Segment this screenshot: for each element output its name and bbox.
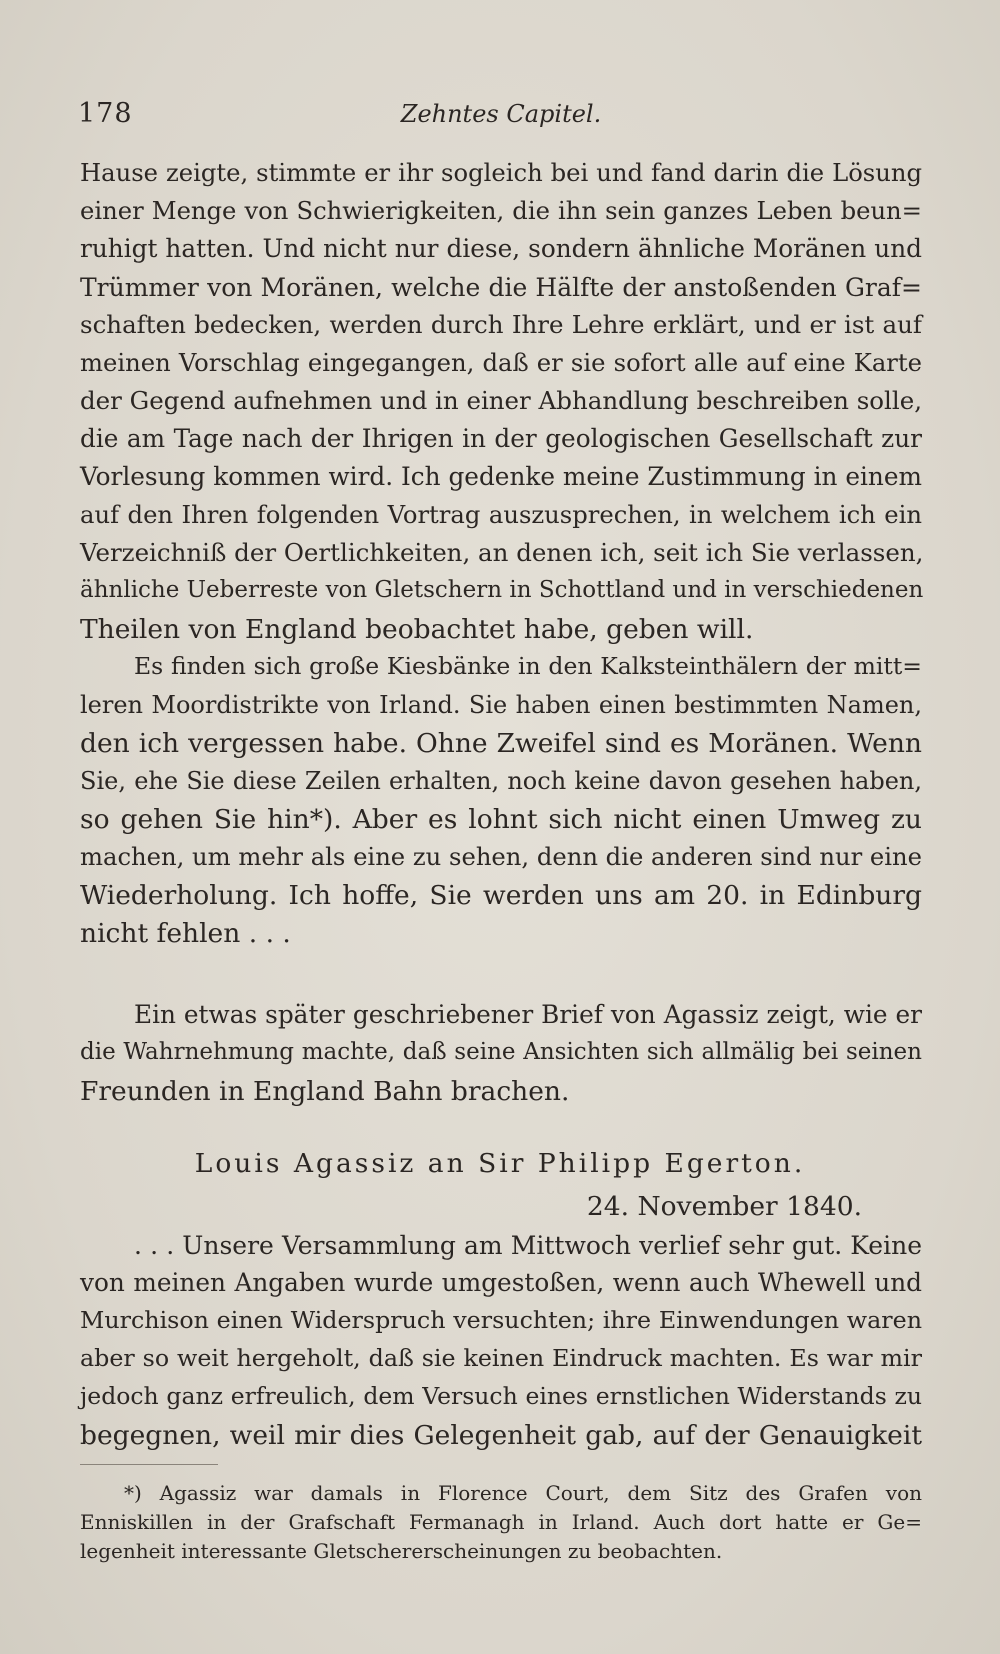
running-head: Zehntes Capitel. <box>400 100 602 128</box>
footnote-line: Enniskillen in der Grafschaft Fermanagh in Irland. Auch dort hatte er Ge= <box>80 1510 922 1534</box>
text-line: aber so weit hergeholt, daß sie keinen Eindruck machten. Es war mir <box>80 1344 922 1372</box>
text-line: Ein etwas später geschriebener Brief von Agassiz zeigt, wie er <box>134 1000 922 1029</box>
letter-heading: Louis Agassiz an Sir Philipp Egerton. <box>194 1148 806 1179</box>
text-line: der Gegend aufnehmen und in einer Abhandlung beschreiben solle, <box>80 386 922 415</box>
text-line: meinen Vorschlag eingegangen, daß er sie sofort alle auf eine Karte <box>80 348 922 377</box>
text-line: von meinen Angaben wurde umgestoßen, wenn auch Whewell und <box>80 1268 922 1297</box>
text-line: auf den Ihren folgenden Vortrag auszusprechen, in welchem ich ein <box>80 500 922 529</box>
letter-date: 24. November 1840. <box>586 1191 862 1222</box>
text-line: Vorlesung kommen wird. Ich gedenke meine Zustimmung in einem <box>80 462 922 491</box>
text-line: Verzeichniß der Oertlichkeiten, an denen ich, seit ich Sie verlassen, <box>80 538 924 567</box>
text-line: Trümmer von Moränen, welche die Hälfte der anstoßenden Graf= <box>80 273 922 302</box>
page-number: 178 <box>78 98 133 129</box>
text-line: . . . Unsere Versammlung am Mittwoch verlief sehr gut. Keine <box>134 1231 922 1260</box>
footnote-rule <box>80 1464 218 1465</box>
text-line: ruhigt hatten. Und nicht nur diese, sondern ähnliche Moränen und <box>80 234 922 263</box>
text-line: ähnliche Ueberreste von Gletschern in Schottland und in verschiedenen <box>80 577 924 603</box>
text-line: Wiederholung. Ich hoffe, Sie werden uns am 20. in Edinburg <box>80 880 922 911</box>
text-line: machen, um mehr als eine zu sehen, denn die anderen sind nur eine <box>80 842 922 871</box>
footnote-line: *) Agassiz war damals in Florence Court, dem Sitz des Grafen von <box>124 1481 922 1505</box>
text-line: jedoch ganz erfreulich, dem Versuch eines ernstlichen Widerstands zu <box>80 1382 922 1410</box>
footnote-line: legenheit interessante Gletschererscheinungen zu beobachten. <box>80 1539 723 1563</box>
text-line: Sie, ehe Sie diese Zeilen erhalten, noch keine davon gesehen haben, <box>80 767 922 795</box>
text-line: Theilen von England beobachtet habe, geben will. <box>80 614 754 645</box>
text-line: Freunden in England Bahn brachen. <box>80 1076 570 1107</box>
text-line: Hause zeigte, stimmte er ihr sogleich bei und fand darin die Lösung <box>80 158 922 187</box>
text-line: Es finden sich große Kiesbänke in den Kalksteinthälern der mitt= <box>134 652 922 680</box>
text-line: Murchison einen Widerspruch versuchten; ihre Einwendungen waren <box>80 1306 922 1334</box>
page-header <box>78 98 924 138</box>
text-line: die am Tage nach der Ihrigen in der geologischen Gesellschaft zur <box>80 424 922 453</box>
text-line: schaften bedecken, werden durch Ihre Lehre erklärt, und er ist auf <box>80 310 922 339</box>
text-line: den ich vergessen habe. Ohne Zweifel sind es Moränen. Wenn <box>80 728 922 759</box>
text-line: begegnen, weil mir dies Gelegenheit gab, auf der Genauigkeit <box>80 1420 922 1451</box>
text-line: so gehen Sie hin*). Aber es lohnt sich nicht einen Umweg zu <box>80 804 922 835</box>
text-line: einer Menge von Schwierigkeiten, die ihn sein ganzes Leben beun= <box>80 196 922 225</box>
text-line: die Wahrnehmung machte, daß seine Ansichten sich allmälig bei seinen <box>80 1039 922 1065</box>
text-line: nicht fehlen . . . <box>80 918 291 949</box>
text-line: leren Moordistrikte von Irland. Sie haben einen bestimmten Namen, <box>80 691 922 719</box>
